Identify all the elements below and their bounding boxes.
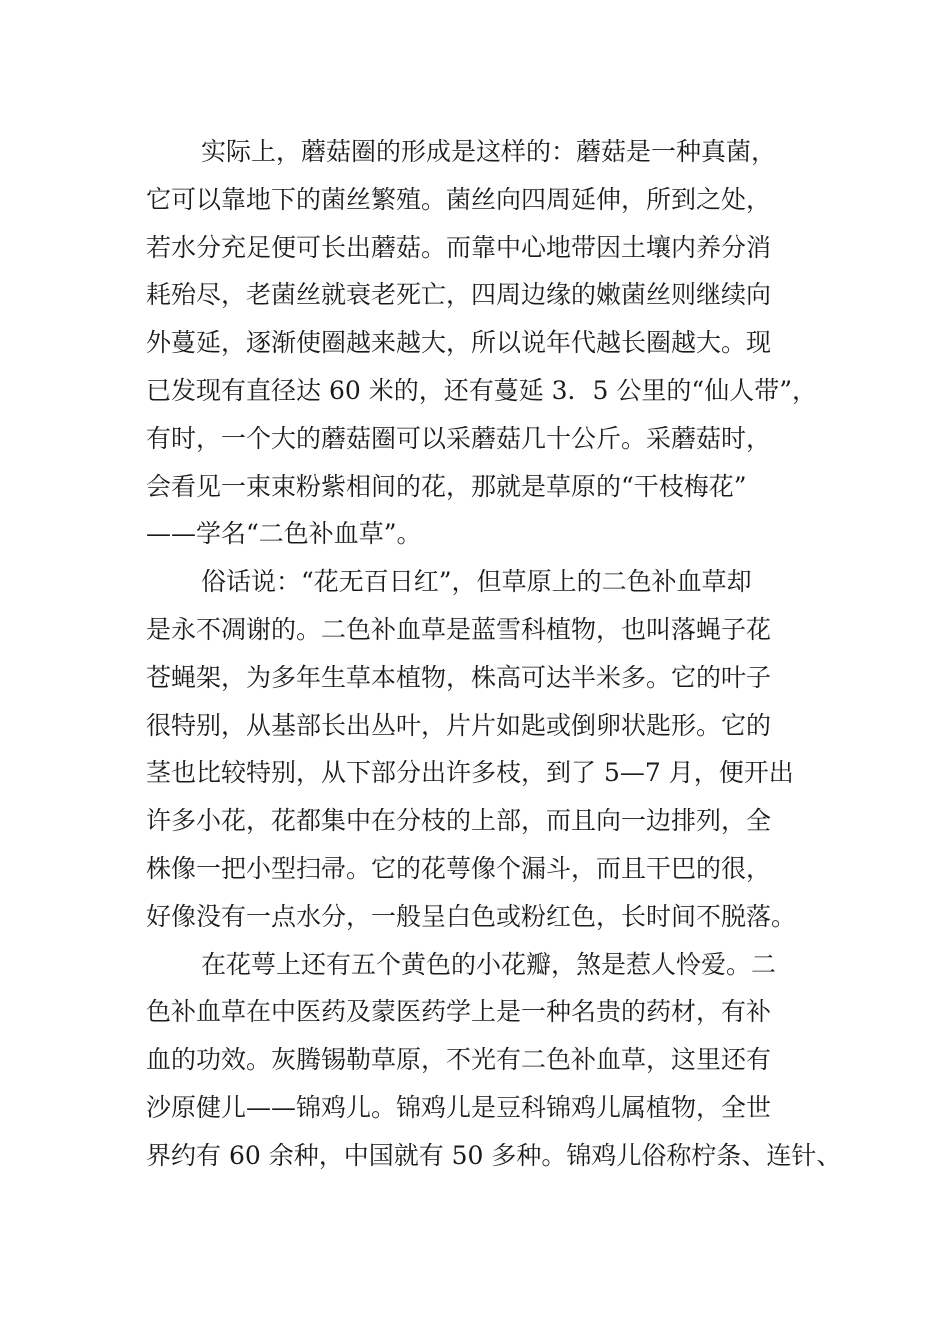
paragraph-1-line-4: 耗殆尽，老菌丝就衰老死亡，四周边缘的嫩菌丝则继续向 — [146, 280, 772, 310]
paragraph-1-line-1: 实际上，蘑菇圈的形成是这样的：蘑菇是一种真菌， — [201, 137, 777, 166]
paragraph-2-line-1: 俗话说：“花无百日红”，但草原上的二色补血草却 — [201, 567, 752, 597]
paragraph-3-line-4: 沙原健儿——锦鸡儿。锦鸡儿是豆科锦鸡儿属植物，全世 — [146, 1092, 772, 1122]
paragraph-2-line-4: 很特别，从基部长出丛叶，片片如匙或倒卵状匙形。它的 — [146, 710, 772, 740]
paragraph-2-line-6: 许多小花，花都集中在分枝的上部，而且向一边排列，全 — [146, 806, 772, 836]
paragraph-1-line-2: 它可以靠地下的菌丝繁殖。菌丝向四周延伸，所到之处， — [146, 184, 772, 214]
paragraph-2-line-3: 苍蝇架，为多年生草本植物，株高可达半米多。它的叶子 — [146, 662, 772, 692]
paragraph-2-line-5: 茎也比较特别，从下部分出许多枝，到了 5—7 月，便开出 — [146, 758, 794, 788]
paragraph-2-line-2: 是永不凋谢的。二色补血草是蓝雪科植物，也叫落蝇子花 — [146, 614, 772, 644]
paragraph-1-line-7: 有时，一个大的蘑菇圈可以采蘑菇几十公斤。采蘑菇时， — [146, 423, 772, 453]
paragraph-1-line-3: 若水分充足便可长出蘑菇。而靠中心地带因土壤内养分消 — [146, 232, 772, 262]
paragraph-2-line-8: 好像没有一点水分，一般呈白色或粉红色，长时间不脱落。 — [146, 901, 797, 931]
paragraph-3-line-1: 在花萼上还有五个黄色的小花瓣，煞是惹人怜爱。二 — [201, 949, 777, 979]
paragraph-1-line-8: 会看见一束束粉紫相间的花，那就是草原的“干枝梅花” — [146, 471, 747, 501]
paragraph-1-line-5: 外蔓延，逐渐使圈越来越大，所以说年代越长圈越大。现 — [146, 328, 772, 358]
paragraph-3-line-3: 血的功效。灰腾锡勒草原，不光有二色补血草，这里还有 — [146, 1045, 772, 1075]
paragraph-3-line-5: 界约有 60 余种，中国就有 50 多种。锦鸡儿俗称柠条、连针、 — [146, 1140, 842, 1170]
paragraph-3-line-2: 色补血草在中医药及蒙医药学上是一种名贵的药材，有补 — [146, 997, 772, 1027]
paragraph-2-line-7: 株像一把小型扫帚。它的花萼像个漏斗，而且干巴的很， — [146, 853, 772, 883]
paragraph-1-line-6: 已发现有直径达 60 米的，还有蔓延 3．5 公里的“仙人带”， — [146, 375, 817, 405]
body-text — [146, 128, 842, 1180]
paragraph-1-line-9: ——学名“二色补血草”。 — [146, 519, 422, 549]
